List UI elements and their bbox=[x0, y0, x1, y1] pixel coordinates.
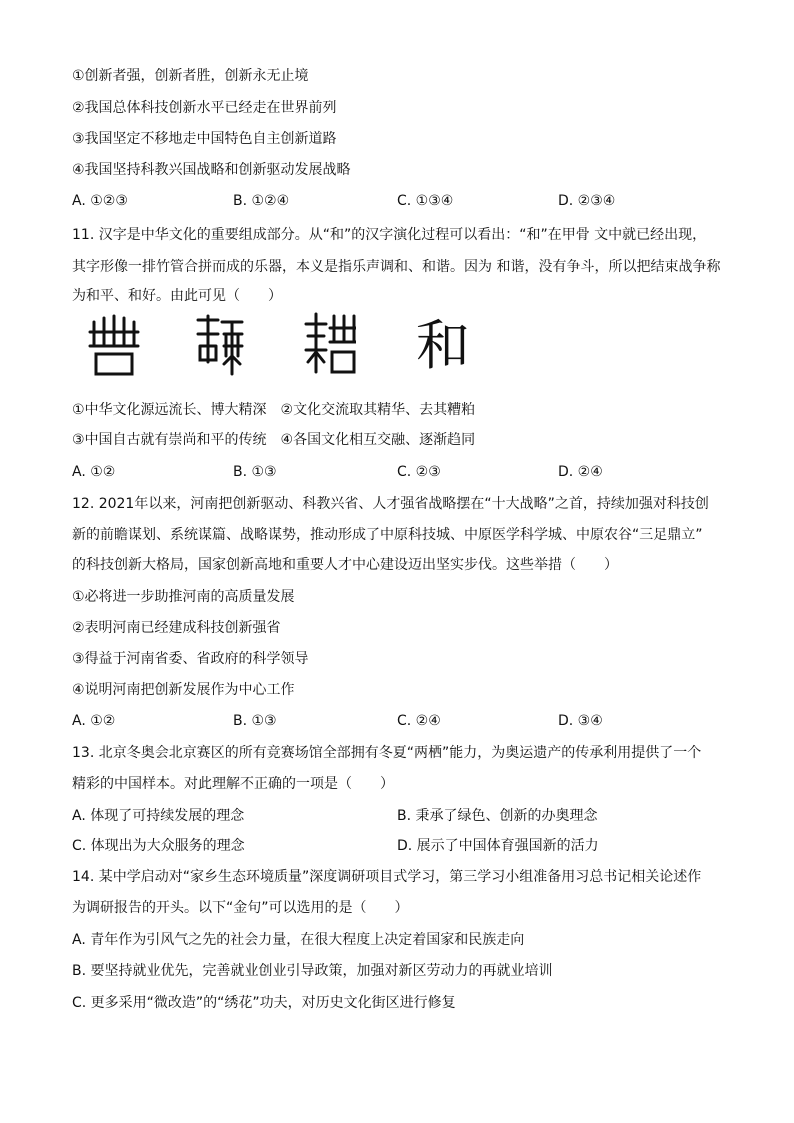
q11-stem-line-3: 为和平、和好。由此可见（ ） bbox=[72, 288, 282, 304]
q12-stem-line-3: 的科技创新大格局，国家创新高地和重要人才中心建设迈出坚实步伐。这些举措（ ） bbox=[72, 557, 618, 573]
q13-option-d: D. 展示了中国体育强国新的活力 bbox=[397, 838, 599, 854]
q11-option-a: A. ①② bbox=[72, 464, 116, 480]
q10-option-c: C. ①③④ bbox=[397, 193, 454, 209]
q11-option-d: D. ②④ bbox=[558, 464, 603, 480]
q10-item-3: ③我国坚定不移地走中国特色自主创新道路 bbox=[72, 131, 337, 147]
q14-option-b: B. 要坚持就业优先，完善就业创业引导政策，加强对新区劳动力的再就业培训 bbox=[72, 963, 553, 979]
q10-option-a: A. ①②③ bbox=[72, 193, 128, 209]
q13-option-a: A. 体现了可持续发展的理念 bbox=[72, 808, 245, 824]
seal-he-glyph bbox=[304, 312, 356, 382]
q11-stem-line-1: 11. 汉字是中华文化的重要组成部分。从“和”的汉字演化过程可以看出：“和”在甲骨 文中就已经出现， bbox=[72, 227, 707, 243]
q13-option-b: B. 秉承了绿色、创新的办奥理念 bbox=[397, 808, 598, 824]
q10-option-b: B. ①②④ bbox=[233, 193, 290, 209]
q11-stem-line-2: 其字形像一排竹管合拼而成的乐器，本义是指乐声调和、和谐。因为 和谐，没有争斗，所以把结束战争称 bbox=[72, 259, 721, 275]
q10-option-d: D. ②③④ bbox=[558, 193, 616, 209]
modern-he-glyph: 和 bbox=[416, 314, 470, 377]
q10-item-4: ④我国坚持科教兴国战略和创新驱动发展战略 bbox=[72, 162, 351, 178]
q12-option-d: D. ③④ bbox=[558, 713, 603, 729]
q14-stem-line-1: 14. 某中学启动对“家乡生态环境质量”深度调研项目式学习，第三学习小组准备用习总书记相关论述作 bbox=[72, 869, 702, 885]
q12-stem-line-2: 新的前瞻谋划、系统谋篇、战略谋势，推动形成了中原科技城、中原医学科学城、中原农谷“三足鼎立” bbox=[72, 527, 703, 543]
q12-item-1: ①必将进一步助推河南的高质量发展 bbox=[72, 589, 295, 605]
q12-item-2: ②表明河南已经建成科技创新强省 bbox=[72, 620, 281, 636]
q13-stem-line-1: 13. 北京冬奥会北京赛区的所有竞赛场馆全部拥有冬夏“两栖”能力，为奥运遗产的传承利用提供了一个 bbox=[72, 745, 702, 761]
q12-item-4: ④说明河南把创新发展作为中心工作 bbox=[72, 682, 295, 698]
q11-option-c: C. ②③ bbox=[397, 464, 441, 480]
q14-option-a: A. 青年作为引风气之先的社会力量，在很大程度上决定着国家和民族走向 bbox=[72, 932, 525, 948]
q12-option-b: B. ①③ bbox=[233, 713, 277, 729]
q10-item-2: ②我国总体科技创新水平已经走在世界前列 bbox=[72, 100, 337, 116]
q11-item-1-2: ①中华文化源远流长、博大精深 ②文化交流取其精华、去其糟粕 bbox=[72, 402, 476, 418]
q12-item-3: ③得益于河南省委、省政府的科学领导 bbox=[72, 651, 309, 667]
q13-stem-line-2: 精彩的中国样本。对此理解不正确的一项是（ ） bbox=[72, 776, 394, 792]
q12-option-c: C. ②④ bbox=[397, 713, 441, 729]
q13-option-c: C. 体现出为大众服务的理念 bbox=[72, 838, 245, 854]
oracle-bone-he-glyph bbox=[88, 312, 140, 382]
q11-item-3-4: ③中国自古就有崇尚和平的传统 ④各国文化相互交融、逐渐趋同 bbox=[72, 432, 476, 448]
q14-option-c: C. 更多采用“微改造”的“绣花”功夫，对历史文化街区进行修复 bbox=[72, 995, 456, 1011]
q12-stem-line-1: 12. 2021年以来，河南把创新驱动、科教兴省、人才强省战略摆在“十大战略”之首，持续加强对科技创 bbox=[72, 496, 709, 512]
q12-option-a: A. ①② bbox=[72, 713, 116, 729]
q14-stem-line-2: 为调研报告的开头。以下“金句”可以选用的是（ ） bbox=[72, 900, 409, 916]
bronze-he-glyph bbox=[194, 312, 246, 382]
q10-item-1: ①创新者强，创新者胜，创新永无止境 bbox=[72, 68, 309, 84]
q11-option-b: B. ①③ bbox=[233, 464, 277, 480]
